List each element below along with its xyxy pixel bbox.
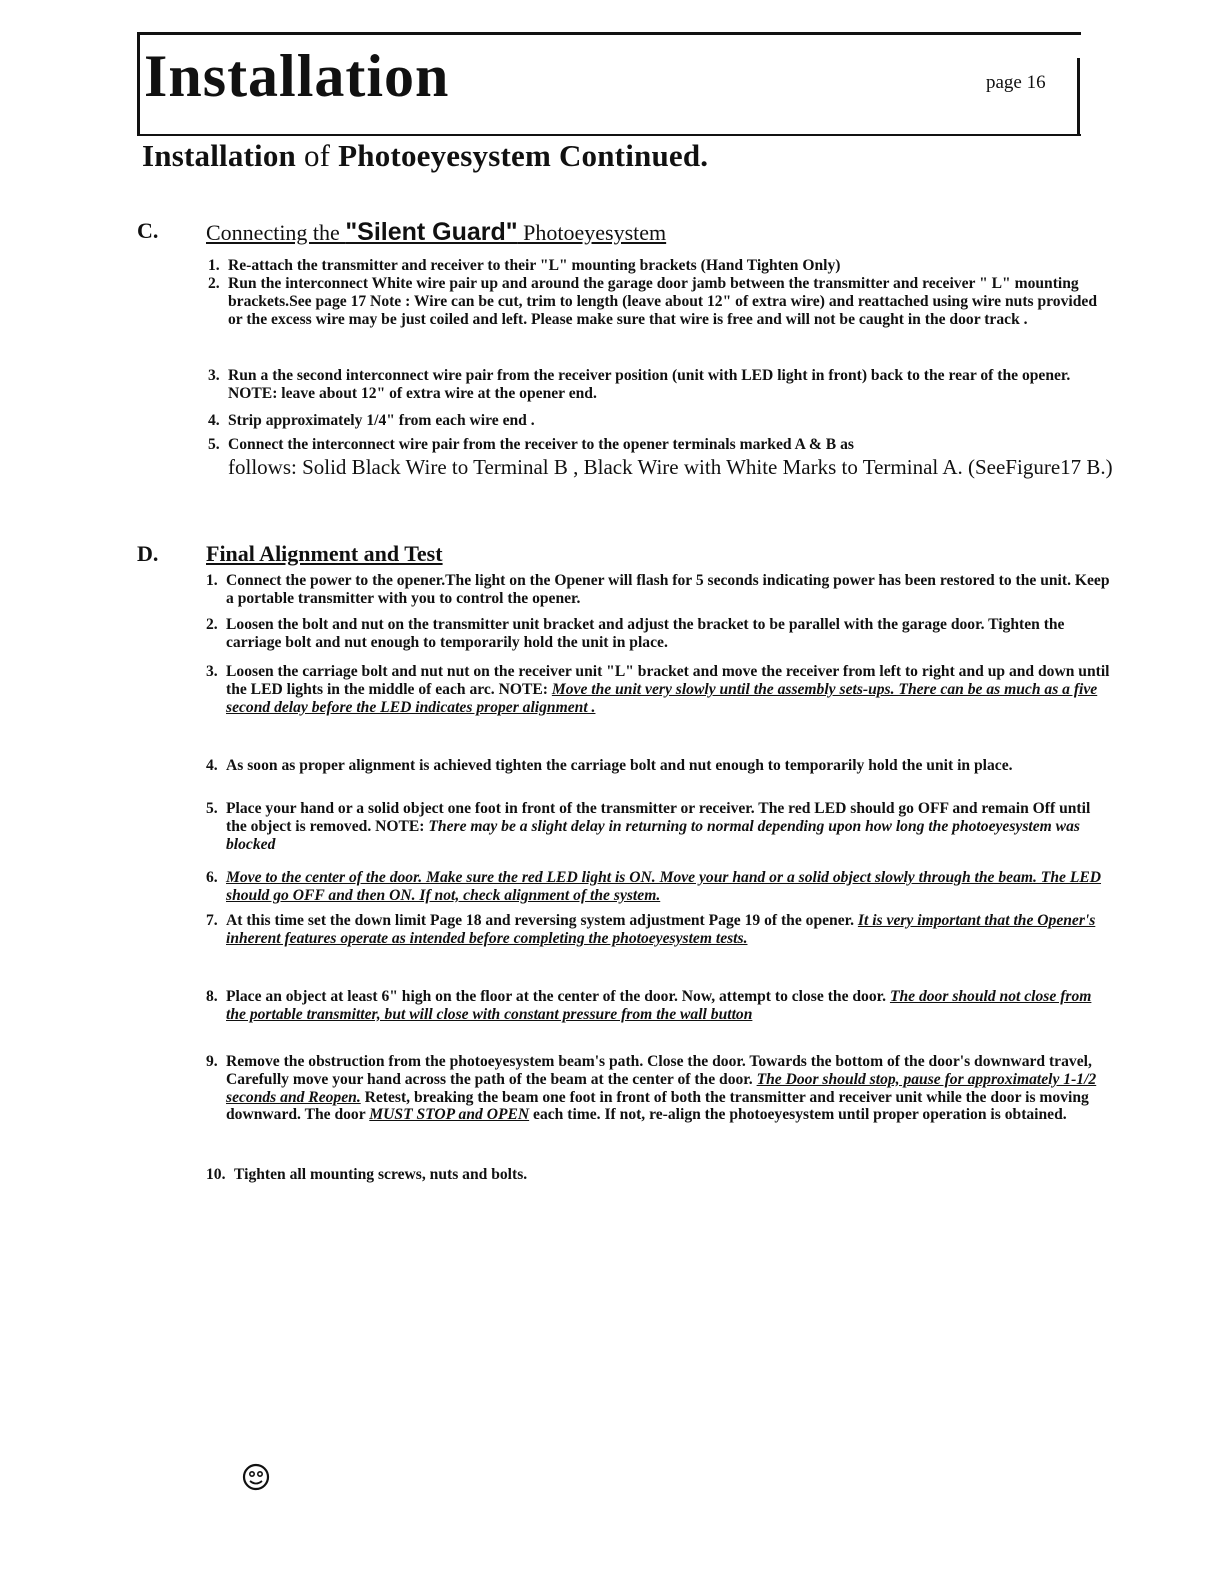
d-item-9-text-2: Retest, breaking the beam one foot in front of both the transmitter and receiver unit while the door is moving downward. The door [226,1088,1089,1124]
d-item-5-emphasis: There may be a slight delay in returning to normal depending upon how long the photoeyesystem was blocked [226,817,1080,853]
d-item-4-text: As soon as proper alignment is achieved tighten the carriage bolt and nut enough to temporarily hold the unit in place. [226,757,1013,774]
section-d-letter: D. [137,541,159,566]
d-item-3 [206,663,1111,716]
subtitle-part1: Installation [142,138,296,173]
page-number: page 16 [986,72,1046,93]
d-item-1 [206,572,1111,608]
d-item-3-emphasis: Move the unit very slowly until the assembly sets-ups. There can be as much as a five second delay before the LED indicates proper alignment . [226,680,1098,716]
d-item-8-number: 8. [206,988,218,1005]
d-item-9-emphasis: The Door should stop, pause for approximately 1-1/2 seconds and Reopen. [226,1070,1097,1106]
d-item-9-emphasis-2: MUST STOP and OPEN [369,1106,530,1124]
d-item-6-emphasis: Move to the center of the door. Make sure the red LED light is ON. Move your hand or a solid object slowly through the beam. The LED should go OFF and then ON. If not, check alignment of the system. [226,869,1102,904]
d-item-1-text: Connect the power to the opener.The light on the Opener will flash for 5 seconds indicating power has been restored to the unit. Keep a portable transmitter with you to control the opener. [226,572,1110,607]
company-logo-icon [241,1462,271,1492]
d-item-2-text: Loosen the bolt and nut on the transmitter unit bracket and adjust the bracket to be parallel with the garage door. Tighten the carriage bolt and nut enough to temporarily hold the unit in place. [226,616,1065,651]
subtitle-of: of [303,138,331,173]
c-item-5-continued: follows: Solid Black Wire to Terminal B , Black Wire with White Marks to Terminal A. (SeeFigure17 B.) [228,454,1113,479]
section-c-heading [206,218,666,247]
section-c-letter: C. [137,218,159,243]
section-c-brand: "Silent Guard" [345,218,518,246]
c-item-3 [208,367,1113,403]
d-item-8-text: Place an object at least 6" high on the floor at the center of the door. Now, attempt to close the door. [226,988,890,1005]
d-item-9-number: 9. [206,1053,218,1070]
d-item-7-emphasis: It is very important that the Opener's inherent features operate as intended before completing the photoeyesystem tests. [226,912,1096,947]
c-item-1 [208,257,1113,275]
c-item-3-text: Run a the second interconnect wire pair from the receiver position (unit with LED light in front) back to the rear of the opener. NOTE: leave about 12" of extra wire at the opener end. [228,367,1071,402]
d-item-3-number: 3. [206,663,218,680]
section-c-heading-post: Photoeyesystem [517,220,667,245]
d-item-2 [206,616,1111,652]
c-item-4-text: Strip approximately 1/4" from each wire end . [228,412,535,429]
d-item-7-number: 7. [206,912,218,929]
d-item-3-text: Loosen the carriage bolt and nut nut on the receiver unit "L" bracket and move the receiver from left to right and up and down until the LED lights in the middle of each arc. NOTE: [226,663,1110,698]
d-item-6-number: 6. [206,869,218,886]
c-item-4-number: 4. [208,412,220,429]
c-item-3-number: 3. [208,367,220,384]
d-item-4 [206,757,1111,775]
d-item-2-number: 2. [206,616,218,633]
d-item-7 [206,912,1111,948]
d-item-8-emphasis: The door should not close from the portable transmitter, but will close with constant pressure from the wall button [226,988,1092,1023]
c-item-5 [208,436,1113,481]
c-item-5-number: 5. [208,436,220,453]
d-item-9-text: Remove the obstruction from the photoeyesystem beam's path. Close the door. Towards the bottom of the door's downward travel, Carefully move your hand across the path of the beam at the center of the door. [226,1053,1092,1088]
c-item-2 [208,275,1113,328]
section-d-heading: Final Alignment and Test [206,541,443,566]
header-frame-right [1077,58,1080,136]
d-item-1-number: 1. [206,572,218,589]
c-item-1-number: 1. [208,257,220,274]
c-item-1-text: Re-attach the transmitter and receiver to their "L" mounting brackets (Hand Tighten Only) [228,257,841,274]
d-item-9 [206,1053,1111,1124]
d-item-5-text: Place your hand or a solid object one foot in front of the transmitter or receiver. The red LED should go OFF and remain Off until the object is removed. NOTE: [226,800,1091,835]
d-item-5 [206,800,1111,853]
section-c-heading-pre: Connecting the [206,220,346,245]
d-item-10-number: 10. [206,1166,226,1183]
d-item-6 [206,869,1111,905]
section-subtitle [142,138,708,174]
d-item-7-text: At this time set the down limit Page 18 and reversing system adjustment Page 19 of the opener. [226,912,858,929]
c-item-4 [208,412,1113,430]
page-title: Installation [144,43,450,109]
c-item-2-text: Run the interconnect White wire pair up and around the garage door jamb between the transmitter and receiver " L" mounting brackets.See page 17 Note : Wire can be cut, trim to length (leave about 12" of extra wire) and reattached using wire nuts provided or the excess wire may be just coiled and left. Please make sure that wire is free and will not be caught in the door track . [228,275,1097,328]
d-item-4-number: 4. [206,757,218,774]
c-item-5-text: Connect the interconnect wire pair from the receiver to the opener terminals marked A & B as [228,436,854,453]
c-item-2-number: 2. [208,275,220,292]
d-item-8 [206,988,1111,1024]
d-item-9-text-3: each time. If not, re-align the photoeyesystem until proper operation is obtained. [529,1106,1067,1124]
d-item-5-number: 5. [206,800,218,817]
subtitle-part3: Photoeyesystem Continued. [338,138,709,173]
d-item-10-text: Tighten all mounting screws, nuts and bolts. [234,1166,528,1183]
d-item-10 [206,1166,1111,1184]
